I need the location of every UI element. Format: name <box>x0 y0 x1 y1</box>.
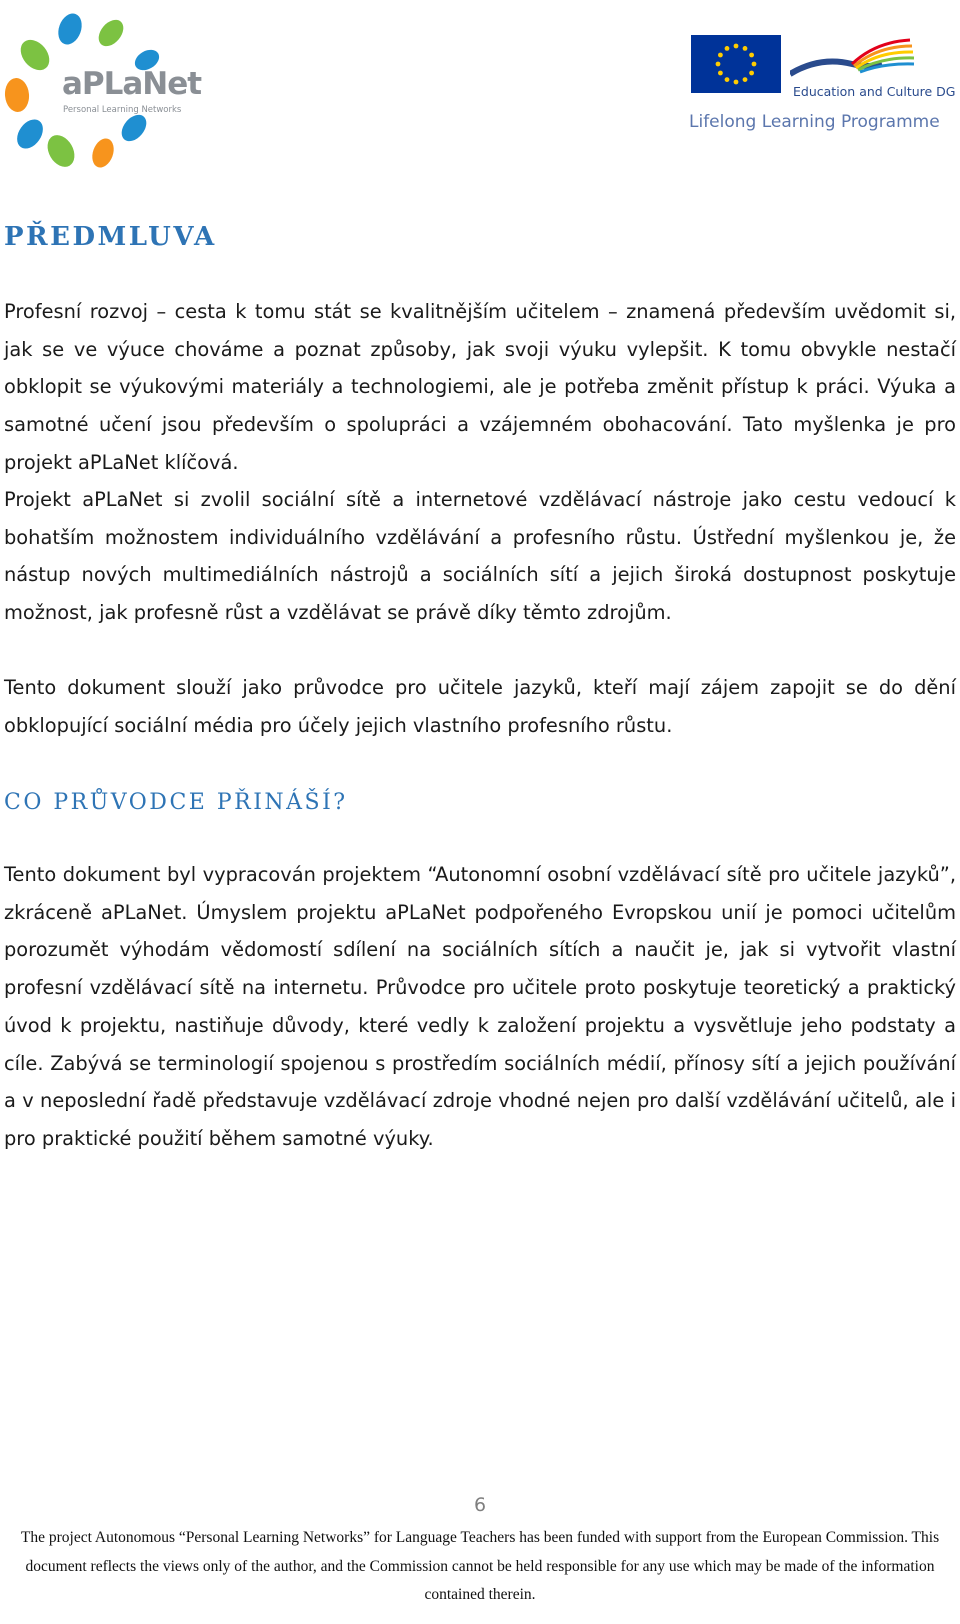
paragraph: Tento dokument byl vypracován projektem “Autonomní osobní vzdělávací sítě pro učitele jazyků”, zkráceně aPLaNet. Úmyslem projektu aPLaNet podpořeného Evropskou unií je pomoci učitelům porozumět výhodám vědomostí sdílení na sociálních sítích a naučit je, jak si vytvořit vlastní profesní vzdělávací sítě na internetu. Průvodce pro učitele proto poskytuje teoretický a praktický úvod k projektu, nastiňuje důvody, které vedly k založení projektu a vysvětluje jeho podstaty a cíle. Zabývá se terminologií spojenou s prostředím sociálních médií, přínosy sítí a jejich používání a v neposlední řadě představuje vzdělávací zdroje vhodné nejen pro další vzdělávání učitelů, ale i pro praktické použití během samotné výuky. <box>4 863 956 1150</box>
education-culture-swoosh-icon <box>790 34 915 82</box>
paragraph: Projekt aPLaNet si zvolil sociální sítě a internetové vzdělávací nástroje jako cestu vedoucí k bohatším možnostem individuálního vzdělávání a profesního růstu. Ústřední myšlenkou je, že nástup nových multimediálních nástrojů a sociálních sítí a jejich široká dostupnost poskytuje možnost, jak profesně růst a vzdělávat se právě díky těmto zdrojům. <box>4 488 956 625</box>
page-number: 6 <box>473 1494 487 1516</box>
aplanet-logo <box>4 8 202 173</box>
paragraph: Profesní rozvoj – cesta k tomu stát se kvalitnějším učitelem – znamená především uvědomit si, jak se ve výuce chováme a poznat způsoby, jak svoji výuku vylepšit. K tomu obvykle nestačí obklopit se výukovými materiály a technologiemi, ale je potřeba změnit přístup k práci. Výuka a samotné učení jsou především o spolupráci a vzájemném obohacování. Tato myšlenka je pro projekt aPLaNet klíčová. <box>4 300 956 474</box>
eu-lifelong-learning-logo <box>686 28 956 138</box>
education-culture-dg-label: Education and Culture DG <box>793 84 956 99</box>
aplanet-tagline: Personal Learning Networks <box>63 105 182 115</box>
eu-flag-icon <box>691 35 781 93</box>
section-heading-guide-contents: CO PRŮVODCE PŘINÁŠÍ? <box>4 790 348 815</box>
paragraph: Tento dokument slouží jako průvodce pro učitele jazyků, kteří mají zájem zapojit se do dění obklopující sociální média pro účely jejich vlastního profesního růstu. <box>4 676 956 737</box>
section-heading-foreword: PŘEDMLUVA <box>4 222 217 252</box>
page-header <box>0 0 960 180</box>
lifelong-learning-programme-label: Lifelong Learning Programme <box>689 112 940 132</box>
funding-disclaimer: The project Autonomous “Personal Learning Networks” for Language Teachers has been funded with support from the European Commission. This document reflects the views only of the author, and the Commission cannot be held responsible for any use which may be made of the information contained therein. <box>20 1529 940 1603</box>
aplanet-wordmark: aPLaNet <box>62 66 202 102</box>
